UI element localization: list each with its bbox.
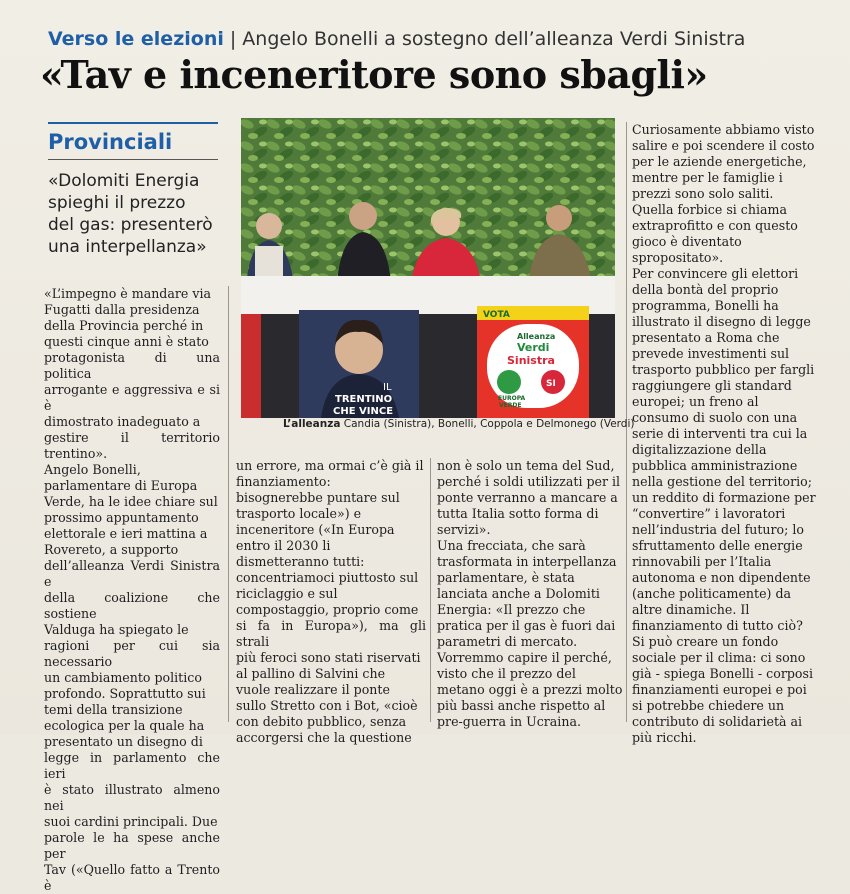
article-text-line: più ricchi. [632, 730, 697, 745]
article-text-line: della coalizione che sostiene [44, 590, 220, 621]
article-column-3 [437, 458, 627, 730]
article-column-1 [44, 286, 220, 894]
poster-right-line: EUROPA [498, 395, 526, 402]
article-text-line: un errore, ma ormai c’è già il [236, 458, 424, 473]
article-text-line: europei; un freno al [632, 394, 759, 409]
press-photo [241, 118, 615, 418]
article-text-line: visto che il prezzo del [437, 666, 576, 681]
article-text-line: profondo. Soprattutto sui [44, 686, 206, 701]
article-text-line: elettorale e ieri mattina a [44, 526, 208, 541]
article-text-line: della Provincia perché in [44, 318, 204, 333]
article-text-line: rinnovabili per l’Italia [632, 554, 772, 569]
article-text-line: un cambiamento politico [44, 670, 202, 685]
quote-line: una interpellanza» [48, 237, 207, 257]
poster-right-line: Alleanza [517, 332, 556, 341]
article-text-line: consumo di suolo con una [632, 410, 798, 425]
article-text-line: protagonista di una politica [44, 350, 220, 381]
article-text-line: Una frecciata, che sarà [437, 538, 586, 553]
poster-right-line: Sinistra [507, 354, 555, 367]
article-text-line: compostaggio, proprio come [236, 602, 419, 617]
poster-right-line: VERDE [499, 402, 522, 409]
article-text-line: dell’alleanza Verdi Sinistra e [44, 558, 220, 589]
article-text-line: Vorremmo capire il perché, [437, 650, 612, 665]
article-text-line: finanziamento: [236, 474, 331, 489]
quote-line: del gas: presenterò [48, 215, 213, 235]
sidebar-top-rule [48, 122, 218, 124]
article-text-line: serie di interventi tra cui la [632, 426, 808, 441]
article-text-line: raggiungere gli standard [632, 378, 792, 393]
article-text-line: Quella forbice si chiama [632, 202, 787, 217]
article-text-line: «L’impegno è mandare via [44, 286, 212, 301]
article-text-line: già - spiega Bonelli - corposi [632, 666, 813, 681]
article-text-line: entro il 2030 li [236, 538, 331, 553]
quote-line: spieghi il prezzo [48, 193, 186, 213]
photo-caption [283, 418, 634, 430]
article-text-line: autonoma e non dipendente [632, 570, 811, 585]
quote-line: «Dolomiti Energia [48, 171, 200, 191]
article-text-line: servizi». [437, 522, 491, 537]
caption-text: Candia (Sinistra), Bonelli, Coppola e Delmonego (Verdi) [343, 418, 635, 430]
article-text-line: trasformata in interpellanza [437, 554, 617, 569]
article-text-line: nella gestione del territorio; [632, 474, 812, 489]
article-text-line: vuole realizzare il ponte [236, 682, 390, 697]
article-text-line: Fugatti dalla presidenza [44, 302, 200, 317]
article-headline: «Tav e inceneritore sono sbagli» [40, 52, 708, 97]
article-text-line: bisognerebbe puntare sul [236, 490, 400, 505]
article-text-line: gioco è diventato [632, 234, 742, 249]
poster-right-line: VOTA [483, 310, 510, 320]
sidebar-quote [48, 170, 216, 258]
article-text-line: suoi cardini principali. Due [44, 814, 218, 829]
kicker-subtitle: Angelo Bonelli a sostegno dell’alleanza Verdi Sinistra [242, 28, 746, 50]
article-text-line: (anche politicamente) da [632, 586, 792, 601]
article-text-line: della bontà del proprio [632, 282, 779, 297]
article-text-line: lanciata anche a Dolomiti [437, 586, 600, 601]
article-text-line: accorgersi che la questione [236, 730, 412, 745]
article-text-line: finanziamenti europei e poi [632, 682, 807, 697]
article-text-line: Valduga ha spiegato le [44, 622, 189, 637]
article-text-line: trasporto pubblico per fargli [632, 362, 815, 377]
article-text-line: sociale per il clima: ci sono [632, 650, 806, 665]
article-text-line: è stato illustrato almeno nei [44, 782, 220, 813]
article-text-line: dimostrato inadeguato a [44, 414, 201, 429]
article-text-line: pratica per il gas è fuori dai [437, 618, 616, 633]
article-text-line: prevede investimenti sul [632, 346, 790, 361]
article-text-line: contributo di solidarietà ai [632, 714, 803, 729]
article-text-line: si potrebbe chiedere un [632, 698, 785, 713]
poster-left-line: TRENTINO [335, 394, 393, 405]
article-text-line: legge in parlamento che ieri [44, 750, 220, 781]
article-text-line: trasporto locale») e [236, 506, 362, 521]
article-text-line: temi della transizione [44, 702, 183, 717]
article-text-line: mentre per le famiglie i [632, 170, 783, 185]
article-text-line: digitalizzazione della [632, 442, 767, 457]
article-text-line: parlamentare, è stata [437, 570, 575, 585]
article-text-line: sullo Stretto con i Bot, «cioè [236, 698, 418, 713]
article-text-line: più bassi anche rispetto al [437, 698, 606, 713]
article-text-line: “convertire” i lavoratori [632, 506, 786, 521]
campaign-poster-party [477, 306, 589, 418]
article-text-line: metano oggi è a prezzi molto [437, 682, 623, 697]
article-text-line: pre-guerra in Ucraina. [437, 714, 581, 729]
article-text-line: ecologica per la quale ha [44, 718, 205, 733]
sidebar-title: Provinciali [48, 130, 173, 154]
article-text-line: un reddito di formazione per [632, 490, 816, 505]
sidebar-divider [48, 159, 218, 160]
article-text-line: salire e poi scendere il costo [632, 138, 815, 153]
column-divider [228, 286, 229, 722]
article-text-line: non è solo un tema del Sud, [437, 458, 615, 473]
article-text-line: concentriamoci piuttosto sul [236, 570, 419, 585]
article-text-line: illustrato il disegno di legge [632, 314, 811, 329]
article-text-line: al pallino di Salvini che [236, 666, 386, 681]
article-text-line: presentato a Roma che [632, 330, 780, 345]
article-text-line: programma, Bonelli ha [632, 298, 779, 313]
article-text-line: Verde, ha le idee chiare sul [44, 494, 218, 509]
article-text-line: finanziamento di tutto ciò? [632, 618, 803, 633]
article-text-line: più feroci sono stati riservati [236, 650, 421, 665]
poster-left-line: CHE VINCE [333, 406, 394, 417]
article-kicker [48, 28, 745, 50]
campaign-poster-candidate [299, 310, 419, 418]
article-text-line: tutta Italia sotto forma di [437, 506, 599, 521]
caption-label: L’alleanza [283, 418, 341, 430]
article-text-line: con debito pubblico, senza [236, 714, 407, 729]
article-text-line: ponte verranno a mancare a [437, 490, 618, 505]
column-divider [430, 458, 431, 722]
article-text-line: perché i soldi utilizzati per il [437, 474, 621, 489]
poster-right-line: SI [546, 379, 556, 389]
article-text-line: Angelo Bonelli, [44, 462, 141, 477]
article-text-line: inceneritore («In Europa [236, 522, 395, 537]
article-text-line: prossimo appuntamento [44, 510, 199, 525]
article-text-line: si fa in Europa»), ma gli strali [236, 618, 426, 649]
article-column-4 [632, 122, 822, 746]
article-text-line: ragioni per cui sia necessario [44, 638, 220, 669]
article-text-line: riciclaggio e sul [236, 586, 338, 601]
article-text-line: arrogante e aggressiva e si è [44, 382, 220, 413]
article-text-line: spropositato». [632, 250, 724, 265]
kicker-section: Verso le elezioni [48, 28, 224, 50]
article-text-line: Tav («Quello fatto a Trento è [44, 862, 220, 893]
article-column-2 [236, 458, 426, 746]
article-text-line: altre dinamiche. Il [632, 602, 750, 617]
poster-right-line: Verdi [517, 341, 550, 354]
article-text-line: Energia: «Il prezzo che [437, 602, 586, 617]
article-text-line: parole le ha spese anche per [44, 830, 220, 861]
article-text-line: pubblica amministrazione [632, 458, 798, 473]
article-text-line: dismetteranno tutti: [236, 554, 365, 569]
article-text-line: questi cinque anni è stato [44, 334, 209, 349]
article-text-line: Curiosamente abbiamo visto [632, 122, 815, 137]
article-text-line: nell’industria del futuro; lo [632, 522, 804, 537]
kicker-separator: | [229, 28, 237, 50]
article-text-line: parlamentare di Europa [44, 478, 198, 493]
article-text-line: Rovereto, a supporto [44, 542, 179, 557]
article-text-line: Per convincere gli elettori [632, 266, 799, 281]
press-photo-image [241, 118, 615, 418]
article-text-line: Si può creare un fondo [632, 634, 779, 649]
poster-left-line: IL [383, 382, 392, 393]
article-text-line: gestire il territorio trentino». [44, 430, 220, 461]
article-text-line: presentato un disegno di [44, 734, 203, 749]
article-text-line: sfruttamento delle energie [632, 538, 803, 553]
article-text-line: prezzi sono solo saliti. [632, 186, 774, 201]
article-text-line: extraprofitto e con questo [632, 218, 798, 233]
article-text-line: per le aziende energetiche, [632, 154, 807, 169]
article-text-line: parametri di mercato. [437, 634, 578, 649]
